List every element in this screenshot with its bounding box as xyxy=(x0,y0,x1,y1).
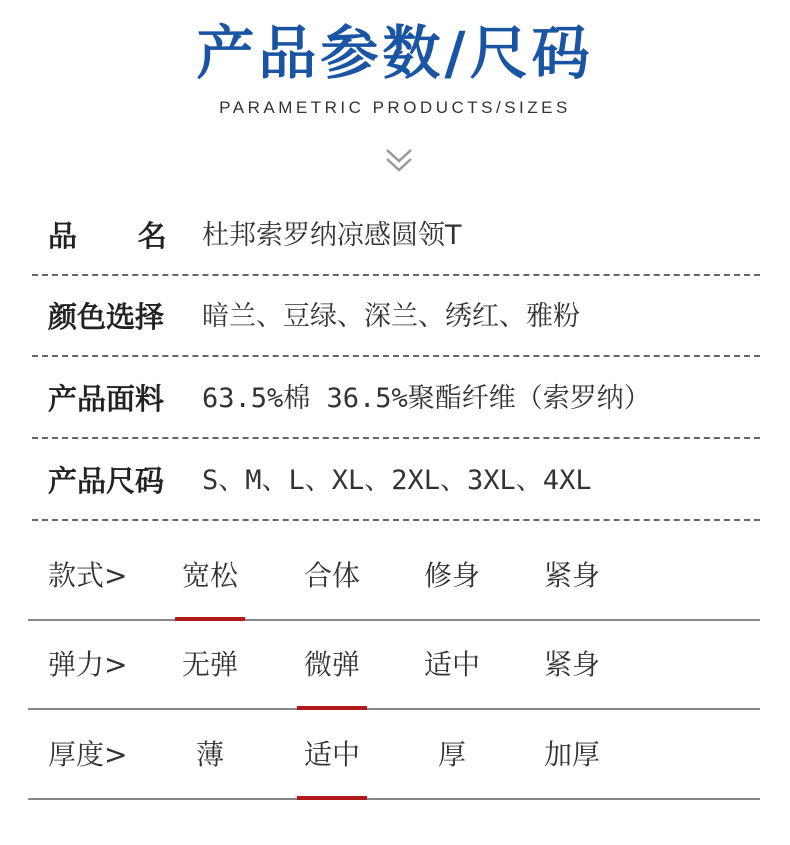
spec-label: 颜色选择 xyxy=(48,300,165,334)
spec-row-name xyxy=(32,196,760,276)
option-label: 厚度> xyxy=(48,738,128,771)
option-choice: 紧身 xyxy=(543,648,600,681)
option-choice: 修身 xyxy=(423,559,480,592)
option-choice: 适中 xyxy=(423,648,480,681)
page-title: 产品参数/尺码 xyxy=(196,19,594,87)
option-row-fit xyxy=(28,531,760,621)
option-choice: 宽松 xyxy=(150,531,270,621)
option-choice: 无弹 xyxy=(181,648,238,681)
spec-row-fabric xyxy=(32,359,760,439)
spec-label: 品 名 xyxy=(48,219,167,253)
option-row-thickness xyxy=(28,710,760,800)
option-choice: 薄 xyxy=(195,738,224,771)
option-choice: 微弹 xyxy=(272,620,392,710)
spec-value: 杜邦索罗纳凉感圆领T xyxy=(202,220,462,251)
spec-row-colors xyxy=(32,277,760,357)
spec-value: 63.5%棉 36.5%聚酯纤维（索罗纳） xyxy=(202,383,651,414)
option-label: 款式> xyxy=(48,559,128,592)
double-chevron-down-icon xyxy=(383,144,415,176)
option-choice: 合体 xyxy=(303,559,360,592)
page-subtitle: PARAMETRIC PRODUCTS/SIZES xyxy=(219,98,571,117)
spec-label: 产品尺码 xyxy=(48,464,165,498)
option-choice: 适中 xyxy=(272,710,392,800)
spec-value: 暗兰、豆绿、深兰、绣红、雅粉 xyxy=(202,301,580,332)
option-row-stretch xyxy=(28,620,760,710)
spec-label: 产品面料 xyxy=(48,382,165,416)
option-choice: 加厚 xyxy=(543,738,600,771)
option-choice: 厚 xyxy=(437,738,466,771)
spec-value: S、M、L、XL、2XL、3XL、4XL xyxy=(202,465,592,496)
option-label: 弹力> xyxy=(48,648,128,681)
option-choice: 紧身 xyxy=(543,559,600,592)
spec-row-sizes xyxy=(32,441,760,521)
